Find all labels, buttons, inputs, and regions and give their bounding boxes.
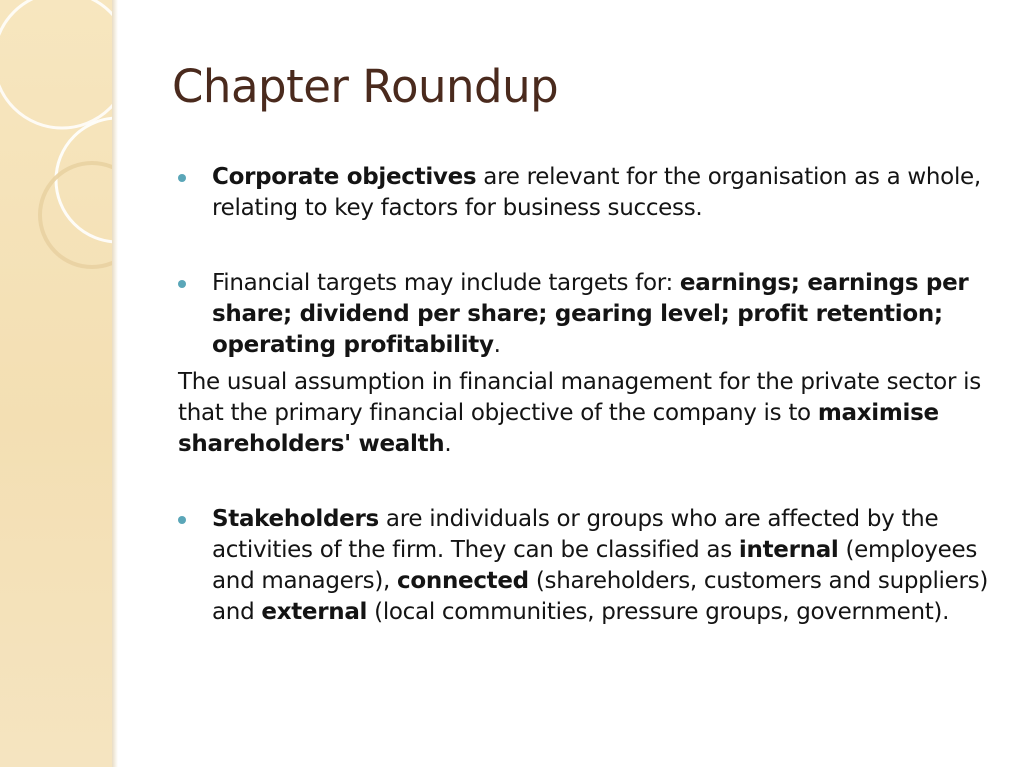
paragraph-shareholder-wealth bbox=[178, 367, 1008, 460]
slide-title: Chapter Roundup bbox=[172, 60, 559, 113]
bold-connected: connected bbox=[397, 568, 529, 594]
band-edge-shadow bbox=[112, 0, 118, 767]
decorative-circles bbox=[0, 0, 112, 767]
bullet-text: (local communities, pressure groups, government). bbox=[367, 599, 950, 625]
bullet-text: are relevant for the organisation as a whole, relating to key factors for business success. bbox=[212, 164, 981, 221]
bold-external: external bbox=[261, 599, 368, 625]
bullet-stakeholders bbox=[178, 504, 1008, 628]
paragraph-text: The usual assumption in financial management for the private sector is that the primary financial objective of the company is to bbox=[178, 369, 981, 426]
paragraph-bold: maximise shareholders' wealth bbox=[178, 400, 939, 457]
bullet-bold-lead: Corporate objectives bbox=[212, 164, 477, 190]
decorative-side-band bbox=[0, 0, 112, 767]
bullet-financial-targets bbox=[178, 268, 1008, 361]
bullet-text: Financial targets may include targets for: bbox=[212, 270, 680, 296]
bold-internal: internal bbox=[738, 537, 839, 563]
bullet-text: (employees and managers), bbox=[212, 537, 977, 594]
bullet-dot-icon bbox=[178, 516, 186, 524]
paragraph-end: . bbox=[444, 431, 452, 457]
bullet-dot-icon bbox=[178, 280, 186, 288]
bullet-bold-lead: Stakeholders bbox=[212, 506, 379, 532]
bullet-text: are individuals or groups who are affected by the activities of the firm. They can be classified as bbox=[212, 506, 939, 563]
slide-content bbox=[178, 162, 1008, 628]
bullet-bold-list: earnings; earnings per share; dividend per share; gearing level; profit retention; operating profitability bbox=[212, 270, 969, 358]
bullet-corporate-objectives bbox=[178, 162, 1008, 224]
bullet-text: (shareholders, customers and suppliers) and bbox=[212, 568, 989, 625]
bullet-dot-icon bbox=[178, 174, 186, 182]
bullet-end: . bbox=[493, 332, 501, 358]
